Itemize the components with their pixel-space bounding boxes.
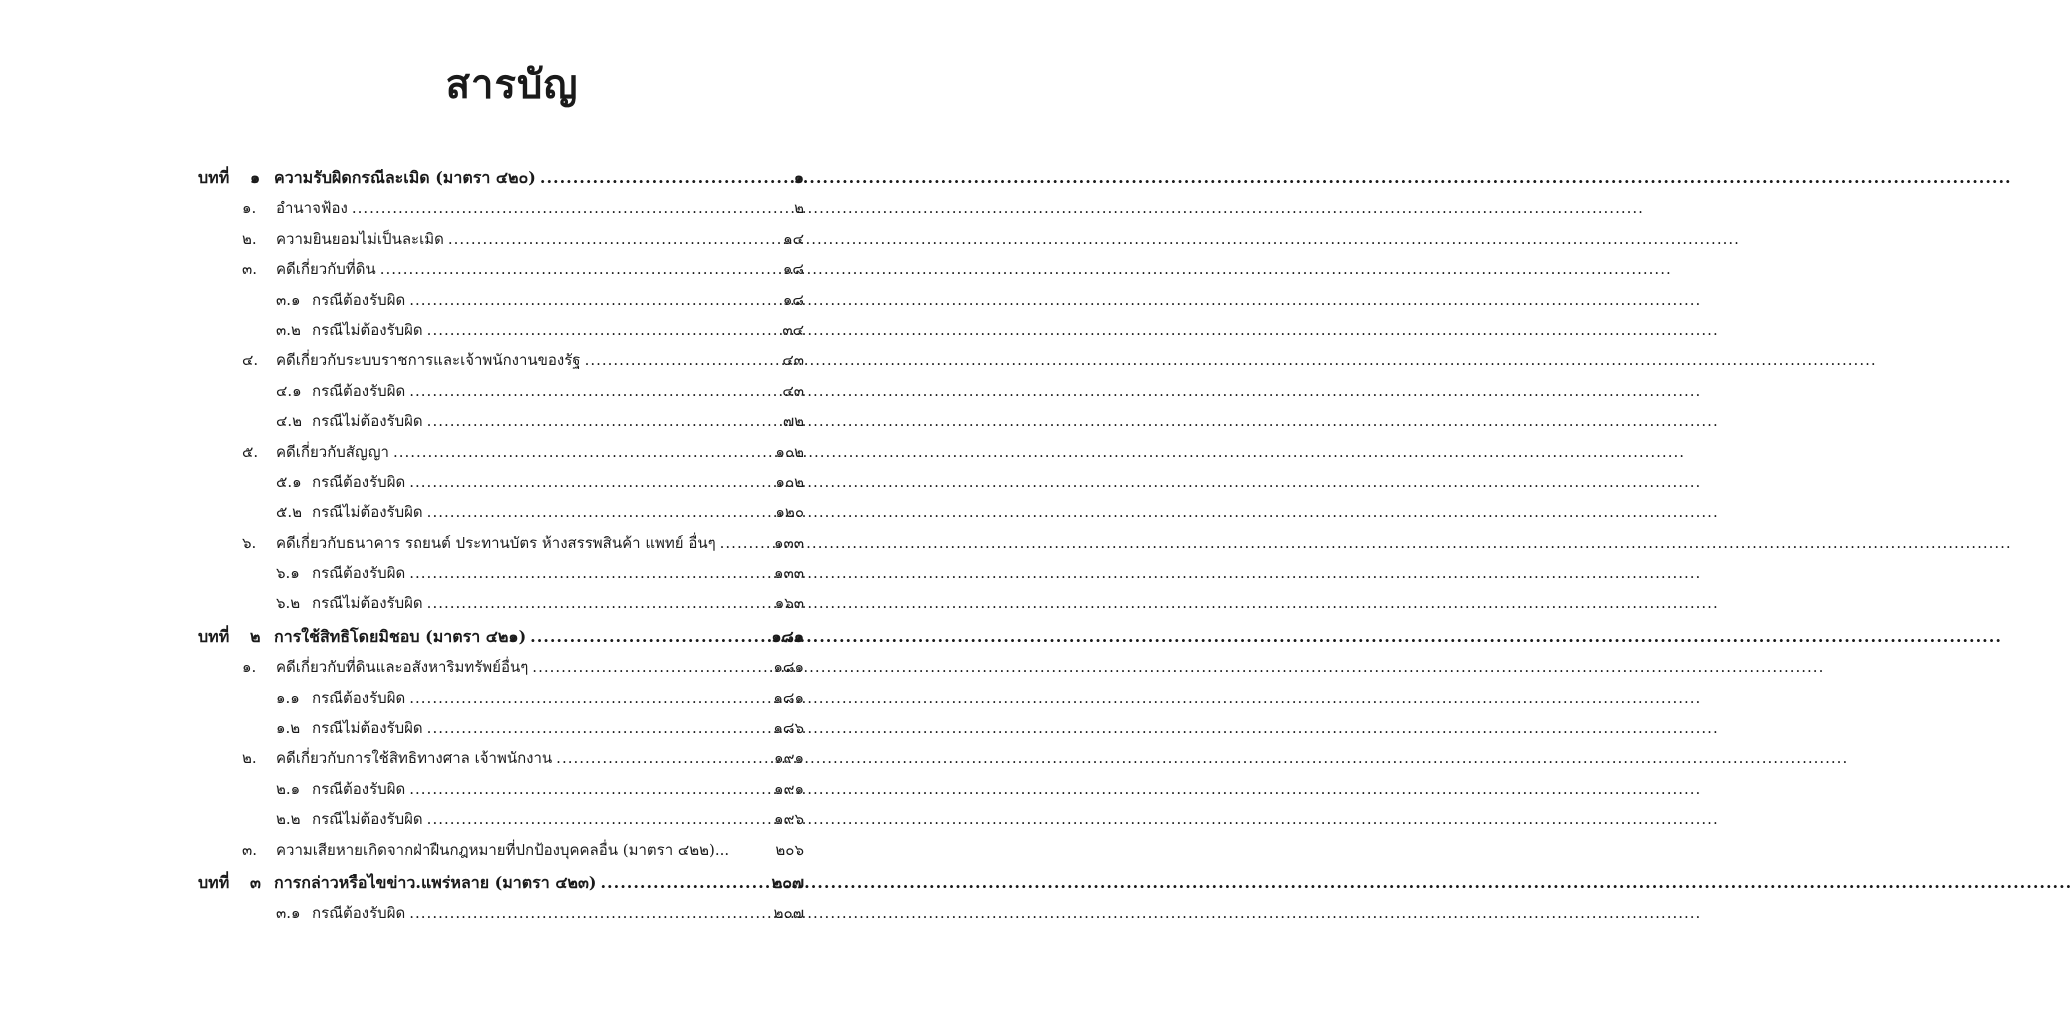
item-number: ๓.๑	[276, 904, 301, 923]
page-number: ๒๐๗	[773, 904, 804, 923]
item-number: ๑.๒	[276, 719, 301, 738]
page-number: ๑๘	[782, 260, 804, 279]
item-number: ๖.๑	[276, 564, 300, 583]
entry-title: กรณีต้องรับผิด	[312, 904, 406, 923]
toc-item-row[interactable]	[198, 440, 804, 470]
chapter-number: ๓	[250, 872, 261, 892]
item-number: ๕.๑	[276, 472, 302, 491]
entry-title: ความยินยอมไม่เป็นละเมิด	[276, 229, 444, 248]
toc-subitem-row[interactable]	[198, 470, 804, 500]
entry-title: กรณีไม่ต้องรับผิด	[312, 503, 423, 522]
chapter-label	[198, 871, 274, 896]
chapter-word: บทที่	[198, 168, 230, 187]
entry-title: คดีเกี่ยวกับที่ดิน	[276, 260, 376, 279]
dot-leader	[556, 749, 770, 767]
page-number: ๑๙๖	[773, 810, 804, 829]
page-number: ๑๙๑	[773, 749, 804, 768]
toc-subitem-row[interactable]	[198, 379, 804, 409]
chapter-number: ๑	[250, 168, 261, 187]
entry-title: คดีเกี่ยวกับสัญญา	[276, 442, 389, 461]
toc-chapter-row[interactable]	[198, 166, 804, 196]
entry-title: กรณีต้องรับผิด	[312, 381, 406, 400]
toc-item-row[interactable]	[198, 227, 804, 257]
entry-title: กรณีต้องรับผิด	[312, 290, 406, 309]
item-number: ๓.	[242, 260, 258, 279]
toc-subitem-row[interactable]	[198, 901, 804, 931]
page-number: ๑	[793, 168, 804, 187]
dot-leader	[427, 321, 779, 339]
toc-item-row[interactable]	[198, 196, 804, 226]
dot-leader	[600, 873, 767, 892]
toc-subitem-row[interactable]	[198, 288, 804, 318]
item-number: ๖.๒	[276, 594, 301, 613]
dot-leader	[380, 260, 779, 278]
page-number: ๑๙๑	[773, 779, 804, 798]
dot-leader	[427, 412, 779, 430]
toc-subitem-row[interactable]	[198, 409, 804, 439]
entry-title: คดีเกี่ยวกับธนาคาร รถยนต์ ประทานบัตร ห้างสรรพสินค้า แพทย์ อื่นๆ	[276, 533, 716, 552]
table-of-contents	[198, 166, 804, 932]
item-number: ๔.๑	[276, 381, 302, 400]
page-number: ๔๓	[782, 351, 804, 370]
entry-title: กรณีไม่ต้องรับผิด	[312, 810, 423, 829]
dot-leader	[409, 904, 769, 922]
entry-title: กรณีต้องรับผิด	[312, 779, 406, 798]
toc-subitem-row[interactable]	[198, 561, 804, 591]
chapter-number: ๒	[250, 626, 261, 646]
toc-item-row[interactable]	[198, 655, 804, 685]
item-number: ๕.	[242, 442, 259, 461]
chapter-word: บทที่	[198, 872, 230, 892]
entry-title: กรณีต้องรับผิด	[312, 688, 406, 707]
page-number: ๑๘๖	[773, 719, 804, 738]
entry-title: อำนาจฟ้อง	[276, 199, 348, 218]
entry-title: กรณีต้องรับผิด	[312, 472, 406, 491]
item-number: ๒.	[242, 229, 257, 248]
item-number: ๔.๒	[276, 412, 303, 431]
item-number: ๑.	[242, 199, 257, 218]
toc-item-row[interactable]	[198, 838, 804, 868]
item-number: ๓.๑	[276, 290, 301, 309]
item-number: ๑.	[242, 658, 257, 677]
toc-subitem-row[interactable]	[198, 716, 804, 746]
dot-leader	[720, 534, 770, 552]
toc-subitem-row[interactable]	[198, 591, 804, 621]
dot-leader	[409, 473, 771, 491]
dot-leader	[352, 199, 790, 217]
entry-title: คดีเกี่ยวกับระบบราชการและเจ้าพนักงานของรัฐ	[276, 351, 581, 370]
dot-leader	[427, 719, 770, 737]
entry-title: การใช้สิทธิโดยมิชอบ (มาตรา ๔๒๑)	[274, 626, 527, 646]
page-number: ๑๒๐	[775, 503, 804, 522]
dot-leader	[409, 564, 770, 582]
item-number: ๖.	[242, 533, 257, 552]
dot-leader	[409, 780, 770, 798]
item-number: ๒.	[242, 749, 257, 768]
entry-title: กรณีไม่ต้องรับผิด	[312, 320, 423, 339]
entry-title: กรณีไม่ต้องรับผิด	[312, 719, 423, 738]
toc-item-row[interactable]	[198, 531, 804, 561]
chapter-label	[198, 166, 274, 191]
toc-subitem-row[interactable]	[198, 318, 804, 348]
dot-leader	[393, 443, 771, 461]
page-number: ๑๔	[783, 229, 804, 248]
toc-item-row[interactable]	[198, 348, 804, 378]
page-number: ๑๘๑	[773, 658, 804, 677]
page-number: ๑๘๑	[773, 688, 804, 707]
dot-leader	[409, 291, 779, 309]
dot-leader	[540, 168, 790, 187]
toc-subitem-row[interactable]	[198, 500, 804, 530]
page-number: ๔๓	[782, 381, 804, 400]
entry-title: คดีเกี่ยวกับการใช้สิทธิทางศาล เจ้าพนักงาน	[276, 749, 553, 768]
page-title: สารบัญ	[445, 61, 579, 108]
toc-subitem-row[interactable]	[198, 807, 804, 837]
dot-leader	[409, 382, 778, 400]
item-number: ๒.๑	[276, 779, 301, 798]
dot-leader	[427, 594, 771, 612]
dot-leader	[427, 810, 770, 828]
dot-leader	[427, 503, 772, 521]
page-number: ๑๘๑	[771, 626, 804, 646]
entry-title: ความเสียหายเกิดจากฝ่าฝืนกฎหมายที่ปกป้องบุคคลอื่น (มาตรา ๔๒๒)...	[276, 840, 730, 859]
item-number: ๓.	[242, 840, 258, 859]
dot-leader	[409, 689, 769, 707]
entry-title: คดีเกี่ยวกับที่ดินและอสังหาริมทรัพย์อื่นๆ	[276, 658, 529, 677]
entry-title: การกล่าวหรือไขข่าว.แพร่หลาย (มาตรา ๔๒๓)	[274, 872, 597, 892]
item-number: ๓.๒	[276, 320, 301, 339]
entry-title: กรณีต้องรับผิด	[312, 564, 406, 583]
page-number: ๑๖๓	[774, 594, 804, 613]
page-number: ๒	[794, 199, 804, 218]
page-number: ๑๐๒	[775, 442, 804, 461]
item-number: ๔.	[242, 351, 259, 370]
item-number: ๑.๑	[276, 688, 300, 707]
entry-title: กรณีไม่ต้องรับผิด	[312, 412, 423, 431]
chapter-label	[198, 625, 274, 650]
dot-leader	[448, 230, 779, 248]
page-number: ๑๘	[782, 290, 804, 309]
dot-leader	[532, 658, 769, 676]
toc-chapter-row[interactable]	[198, 871, 804, 901]
page-number: ๒๐๖	[775, 840, 804, 859]
page-number: ๑๓๓	[773, 533, 804, 552]
page-number: ๑๓๓	[773, 564, 804, 583]
dot-leader	[585, 351, 779, 369]
toc-chapter-row[interactable]	[198, 625, 804, 655]
page-number: ๑๐๒	[775, 472, 804, 491]
toc-item-row[interactable]	[198, 746, 804, 776]
page-number: ๓๔	[782, 320, 804, 339]
dot-leader	[530, 627, 767, 646]
page-number: ๒๐๗	[771, 872, 804, 892]
toc-subitem-row[interactable]	[198, 686, 804, 716]
item-number: ๕.๒	[276, 503, 303, 522]
page-number: ๗๒	[782, 412, 804, 431]
entry-title: ความรับผิดกรณีละเมิด (มาตรา ๔๒๐)	[274, 168, 536, 187]
entry-title: กรณีไม่ต้องรับผิด	[312, 594, 423, 613]
item-number: ๒.๒	[276, 810, 301, 829]
chapter-word: บทที่	[198, 626, 230, 646]
toc-subitem-row[interactable]	[198, 777, 804, 807]
toc-item-row[interactable]	[198, 257, 804, 287]
